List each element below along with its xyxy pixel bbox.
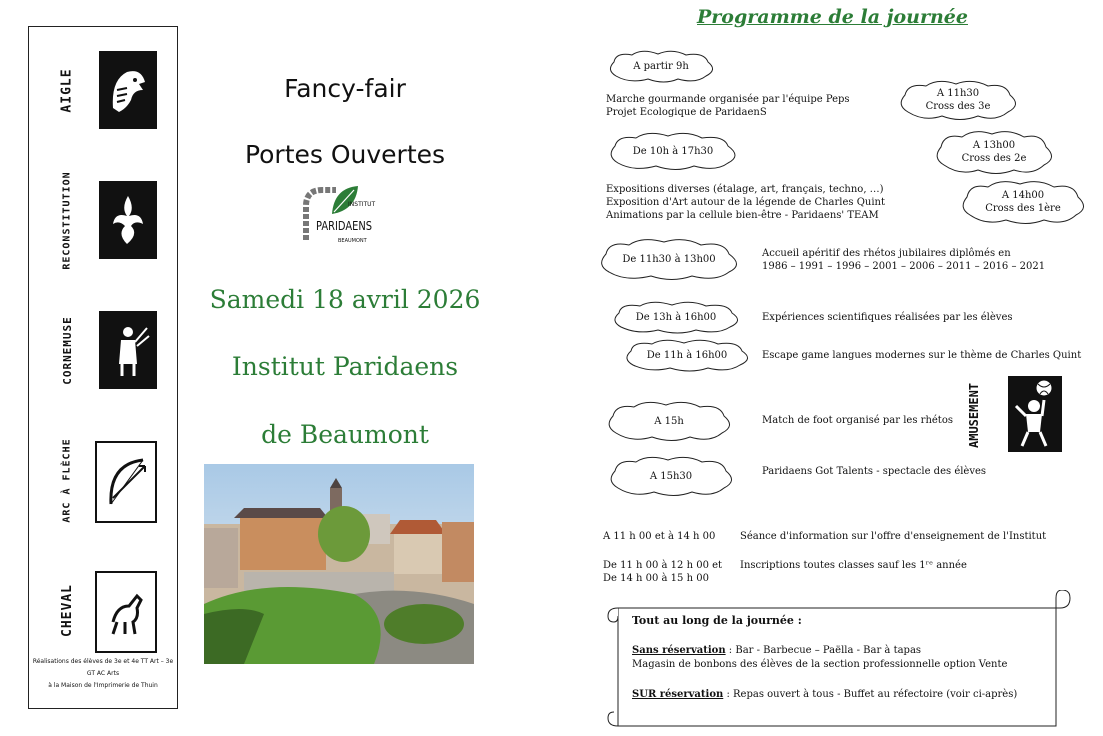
school-aerial-photo	[204, 464, 474, 664]
cloud-label: De 13h à 16h00	[635, 311, 717, 323]
school-name: Institut Paridaens	[231, 352, 459, 381]
marche-line2: Projet Ecologique de ParidaenS	[606, 107, 767, 118]
info-time-2a: De 11 h 00 à 12 h 00 et	[603, 560, 723, 571]
cloud-cross-3e	[896, 80, 1020, 120]
cross-time: A 11h30	[936, 88, 980, 99]
info-desc-2: Inscriptions toutes classes sauf les 1ʳᵉ année	[740, 560, 967, 571]
school-logo	[292, 184, 382, 246]
cloud-label: De 10h à 17h30	[632, 145, 714, 157]
experiences-text: Expériences scientifiques réalisées par les élèves	[762, 312, 1013, 323]
event-date: Samedi 18 avril 2026	[209, 285, 481, 314]
info-time-2b: De 14 h 00 à 15 h 00	[603, 573, 709, 584]
scroll-magasin-line: Magasin de bonbons des élèves de la section professionnelle option Vente	[632, 659, 1008, 670]
info-time-1: A 11 h 00 et à 14 h 00	[603, 531, 716, 542]
cloud-cross-2e	[932, 130, 1056, 174]
logo-text-main: PARIDAENS	[316, 219, 372, 233]
scroll-sur-line	[632, 688, 1017, 701]
bow-arrow-icon	[95, 441, 157, 523]
tile-cheval	[39, 569, 167, 651]
cloud-label: A partir 9h	[633, 60, 689, 72]
amuse-word: AMUSEMENT	[967, 382, 981, 448]
cloud-a-partir-9h	[606, 50, 716, 82]
scroll-sans-line	[632, 644, 921, 657]
info-desc-1: Séance d'information sur l'offre d'enseignement de l'Institut	[740, 531, 1047, 542]
cross-time: A 14h00	[1001, 190, 1045, 201]
cloud-10h-17h30	[606, 132, 740, 170]
phoenix-icon	[99, 181, 157, 259]
cloud-label: A 15h30	[649, 470, 693, 482]
cloud-13h-16h00	[610, 301, 742, 333]
logo-text-bottom: BEAUMONT	[338, 238, 367, 244]
tile-word: ARC À FLÈCHE	[61, 437, 73, 523]
marche-line1: Marche gourmande organisée par l'équipe Peps	[606, 94, 850, 105]
horse-icon	[95, 571, 157, 653]
foot-text: Match de foot organisé par les rhétos	[762, 415, 953, 426]
sur-label: SUR réservation	[632, 689, 724, 700]
cloud-label: De 11h à 16h00	[646, 349, 728, 361]
talents-text: Paridaens Got Talents - spectacle des élèves	[762, 466, 987, 477]
school-town: de Beaumont	[261, 420, 429, 449]
cloud-label: A 15h	[654, 415, 684, 427]
all-day-scroll	[604, 590, 1072, 730]
tile-cornemuse	[39, 309, 167, 391]
escape-text: Escape game langues modernes sur le thème de Charles Quint	[762, 350, 1082, 361]
sans-label: Sans réservation	[632, 645, 726, 656]
title-fancy-fair: Fancy-fair	[284, 74, 406, 103]
tile-word: CORNEMUSE	[60, 315, 74, 385]
tile-aigle	[39, 49, 167, 131]
expo-line1: Expositions diverses (étalage, art, français, techno, …)	[606, 184, 884, 195]
eagle-icon	[99, 51, 157, 129]
amusement-illustration	[952, 376, 1062, 452]
accueil-line1: Accueil apéritif des rhétos jubilaires diplômés en	[762, 248, 1011, 259]
sans-text: : Bar - Barbecue – Paëlla - Bar à tapas	[725, 645, 922, 656]
tile-word: AIGLE	[59, 67, 75, 113]
tile-arc-a-fleche	[39, 439, 167, 521]
scroll-heading: Tout au long de la journée :	[632, 614, 802, 627]
tile-word: CHEVAL	[59, 583, 75, 637]
cloud-a-15h	[604, 401, 734, 441]
title-portes-ouvertes: Portes Ouvertes	[244, 140, 446, 169]
credit-line: Réalisations des élèves de 3e et 4e TT Art – 3e GT AC Arts	[32, 658, 174, 677]
logo-text-top: INSTITUT	[348, 201, 376, 208]
bagpiper-icon	[99, 311, 157, 389]
cross-text: Cross des 2e	[961, 153, 1027, 164]
credit-line: à la Maison de l'Imprimerie de Thuin	[48, 682, 158, 689]
cloud-a-15h30	[606, 456, 736, 496]
cloud-label	[896, 80, 1020, 120]
cross-time: A 13h00	[972, 140, 1016, 151]
cross-text: Cross des 3e	[925, 101, 991, 112]
cloud-11h-16h00	[622, 339, 752, 371]
expo-line2: Exposition d'Art autour de la légende de Charles Quint	[606, 197, 886, 208]
cross-text: Cross des 1ère	[985, 203, 1061, 214]
accueil-line2: 1986 – 1991 – 1996 – 2001 – 2006 – 2011 – 2016 – 2021	[762, 261, 1046, 272]
tile-reconstitution	[39, 170, 167, 270]
cloud-label	[932, 130, 1056, 174]
program-title: Programme de la journée	[697, 6, 968, 28]
tile-word: RECONSTITUTION	[61, 170, 73, 270]
cloud-label	[958, 180, 1088, 224]
cloud-cross-1ere	[958, 180, 1088, 224]
cloud-label: De 11h30 à 13h00	[622, 253, 716, 265]
cloud-11h30-13h00	[596, 238, 742, 280]
strip-credits	[31, 656, 175, 692]
expo-line3: Animations par la cellule bien-être - Paridaens' TEAM	[606, 210, 879, 221]
linocut-strip	[28, 26, 178, 709]
sur-text: : Repas ouvert à tous - Buffet au réfectoire (voir ci-après)	[723, 689, 1018, 700]
